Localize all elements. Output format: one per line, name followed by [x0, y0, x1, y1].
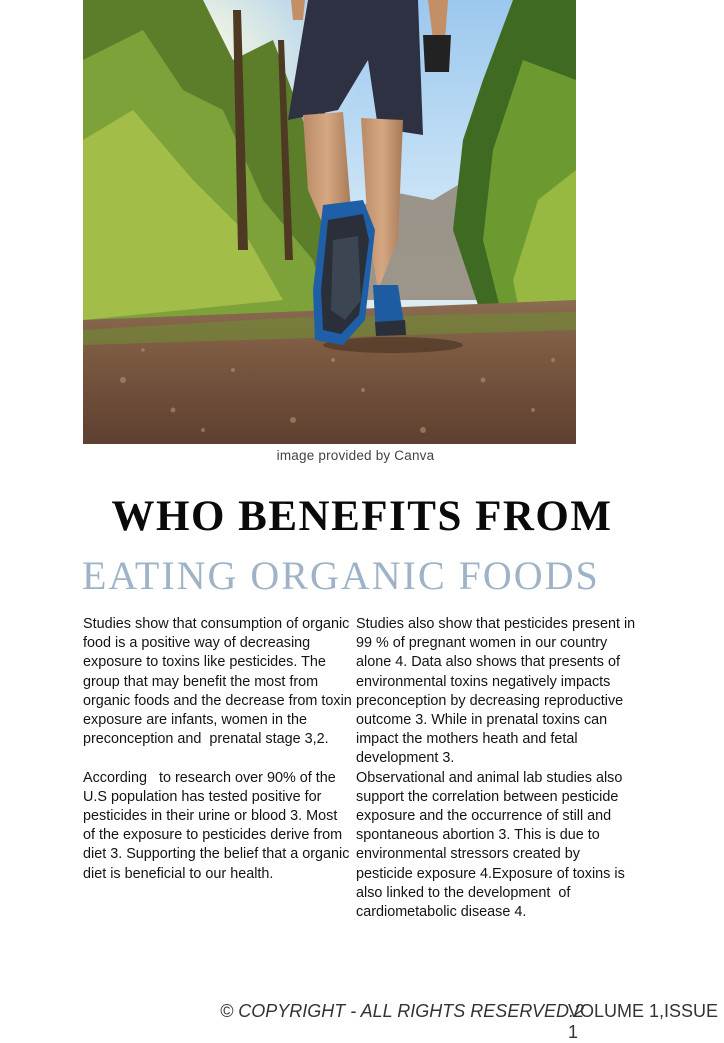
left-paragraph-2: According to research over 90% of the U.S population has tested positive for pesticides in their urine or blood 3. Most of the exposure to pesticides derive from diet 3. Supporting the belief that a organic diet is beneficial to our health. [83, 769, 354, 882]
image-caption: image provided by Canva [276, 448, 435, 463]
right-paragraph-1: Studies also show that pesticides present in 99 % of pregnant women in our country alone 4. Data also shows that presents of environmental toxins negatively impacts preconception by decreasing reproductive outcome 3. While in prenatal toxins can impact the mothers heath and fetal development 3. [356, 616, 640, 767]
runner-trail-photo [83, 0, 576, 444]
photo-illustration [83, 0, 576, 444]
copyright-notice: © COPYRIGHT - ALL RIGHTS RESERVED.2 [220, 1001, 585, 1021]
text-column-right [356, 615, 638, 922]
headline-line-2: EATING ORGANIC FOODS [82, 553, 600, 598]
left-paragraph-1: Studies show that consumption of organic food is a positive way of decreasing exposure to toxins like pesticides. The group that may benefit the most from organic foods and the decrease from toxin exposure are infants, women in the preconception and prenatal stage 3,2. [83, 616, 356, 748]
paragraph-spacer [83, 749, 353, 768]
text-column-left [83, 615, 356, 884]
headline-line-1: WHO BENEFITS FROM [111, 493, 613, 540]
right-paragraph-2: Observational and animal lab studies also support the correlation between pesticide exposure and the occurrence of still and spontaneous abortion 3. This is due to environmental stressors created by pesticide exposure 4.Exposure of toxins is also linked to the development of cardiometabolic disease 4. [356, 769, 629, 921]
volume-issue: VOLUME 1,ISSUE 1 [568, 1001, 719, 1042]
